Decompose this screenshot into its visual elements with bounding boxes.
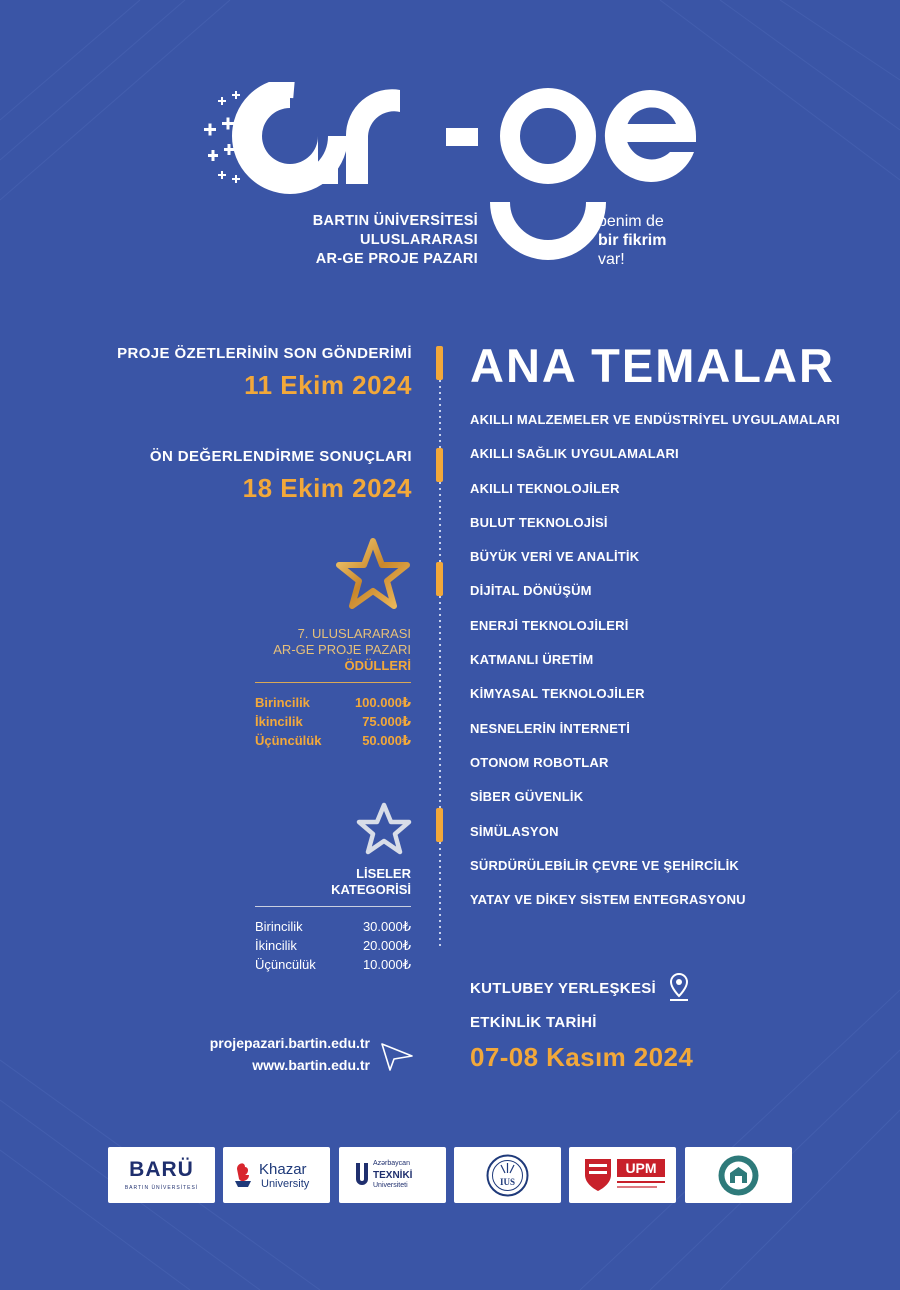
website-links (140, 1032, 370, 1076)
divider (255, 906, 411, 907)
theme-item: SÜRDÜRÜLEBİLİR ÇEVRE VE ŞEHİRCİLİK (470, 857, 739, 873)
upm-crest-icon (583, 1157, 613, 1193)
theme-item: KİMYASAL TEKNOLOJİLER (470, 686, 645, 702)
partner-logo-upm (569, 1147, 676, 1203)
link-bartin[interactable]: www.bartin.edu.tr (252, 1057, 370, 1073)
location-pin-icon (668, 972, 690, 1002)
campus-name: KUTLUBEY YERLEŞKESİ (470, 980, 657, 997)
ius-seal-lettering: IUS (499, 1177, 516, 1187)
theme-item: YATAY VE DİKEY SİSTEM ENTEGRASYONU (470, 892, 746, 908)
university-name: BARTIN ÜNİVERSİTESİ ULUSLARARASI AR-GE PROJE PAZARI (312, 213, 478, 267)
upm-underline (617, 1186, 657, 1188)
theme-item: SİBER GÜVENLİK (470, 789, 584, 805)
theme-item: BULUT TEKNOLOJİSİ (470, 514, 608, 530)
upm-label-box: UPM (617, 1159, 665, 1177)
theme-item: OTONOM ROBOTLAR (470, 754, 609, 770)
theme-item: AKILLI SAĞLIK UYGULAMALARI (470, 446, 679, 462)
prize-row: Birincilik 100.000₺ (255, 695, 411, 710)
university-seal-icon (716, 1153, 761, 1198)
ius-seal-icon (485, 1153, 530, 1198)
event-date: 07-08 Kasım 2024 (470, 1042, 694, 1072)
partner-logo-ius (454, 1147, 561, 1203)
theme-item: AKILLI MALZEMELER VE ENDÜSTRİYEL UYGULAMALARI (470, 412, 840, 427)
theme-item: DİJİTAL DÖNÜŞÜM (470, 583, 592, 599)
timeline-marker (436, 448, 443, 482)
theme-item: ENERJİ TEKNOLOJİLERİ (470, 617, 629, 633)
link-projepazari[interactable]: projepazari.bartin.edu.tr (209, 1035, 370, 1051)
partner-logo-sixth (685, 1147, 792, 1203)
prize-row: Birincilik 30.000₺ (255, 919, 411, 934)
upm-underline (617, 1181, 665, 1183)
themes-title: ANA TEMALAR (470, 339, 835, 392)
prize-row: Üçüncülük 50.000₺ (255, 733, 411, 748)
partner-logo-khazar: Khazar University (223, 1147, 330, 1203)
prize-row: Üçüncülük 10.000₺ (255, 957, 411, 972)
theme-item: SİMÜLASYON (470, 823, 559, 839)
theme-item: KATMANLI ÜRETİM (470, 652, 594, 668)
slogan: benim de bir fikrim var! (598, 213, 667, 268)
partner-logo-baru: BARÜ BARTIN ÜNİVERSİTESİ (108, 1147, 215, 1203)
partner-logo-aztu: Azərbaycan TEXNİKİ Universiteti (339, 1147, 446, 1203)
theme-item: AKILLI TEKNOLOJİLER (470, 480, 620, 496)
timeline-marker (436, 562, 443, 596)
divider (255, 682, 411, 683)
theme-item: BÜYÜK VERİ VE ANALİTİK (470, 549, 640, 565)
awards-main: 7. ULUSLARARASI AR-GE PROJE PAZARI ÖDÜLLERİ Birincilik 100.000₺ İkincilik 75.000₺ Üçüncülük 50.000₺ (255, 626, 411, 748)
timeline-marker (436, 808, 443, 842)
arge-logo (200, 82, 720, 282)
awards-highschool: LİSELER KATEGORİSİ Birincilik 30.000₺ İkincilik 20.000₺ Üçüncülük 10.000₺ (255, 866, 411, 972)
theme-item: NESNELERİN İNTERNETİ (470, 720, 631, 736)
deadline-submission: PROJE ÖZETLERİNİN SON GÖNDERİMİ 11 Ekim 2024 (117, 345, 412, 400)
send-icon (380, 1040, 414, 1072)
prize-row: İkincilik 20.000₺ (255, 938, 411, 953)
themes-list (470, 408, 840, 922)
timeline-divider (439, 350, 441, 950)
event-date-label: ETKİNLİK TARİHİ (470, 1014, 597, 1031)
khazar-emblem-icon (233, 1159, 253, 1189)
prize-row: İkincilik 75.000₺ (255, 714, 411, 729)
aztu-emblem-icon (355, 1161, 369, 1189)
timeline-marker (436, 346, 443, 380)
gold-star-icon (336, 538, 410, 610)
silver-star-icon (356, 802, 412, 856)
deadline-preevaluation: ÖN DEĞERLENDİRME SONUÇLARI 18 Ekim 2024 (149, 448, 412, 503)
